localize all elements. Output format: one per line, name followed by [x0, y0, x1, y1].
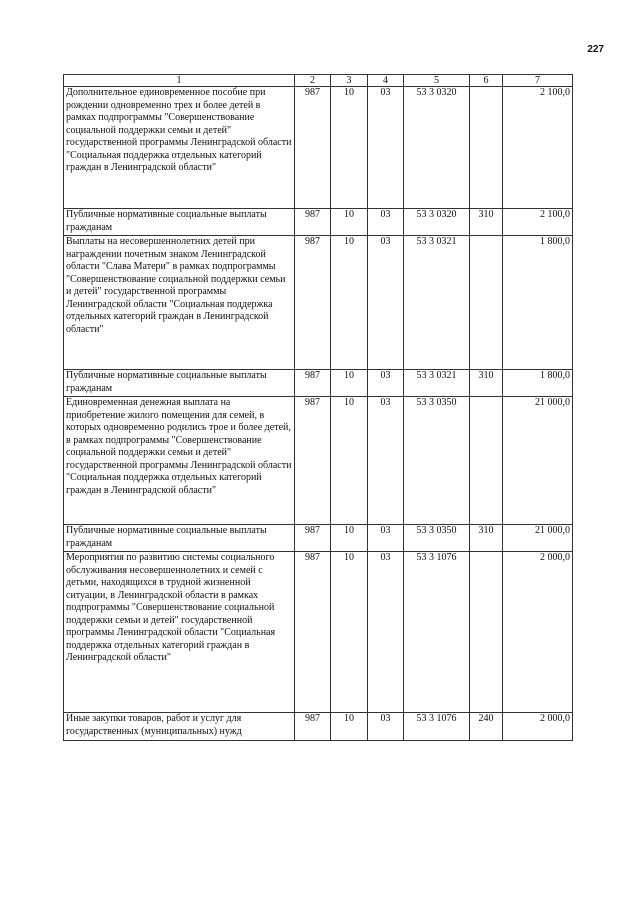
table-row: [64, 87, 573, 209]
row-target-article: 53 3 0320: [404, 87, 470, 209]
row-amount: 2 000,0: [503, 713, 573, 741]
row-subsection: 03: [368, 370, 404, 397]
row-target-article: 53 3 1076: [404, 713, 470, 741]
row-amount: 2 100,0: [503, 209, 573, 236]
row-section: 10: [331, 552, 368, 713]
budget-table: [63, 74, 573, 741]
row-subsection: 03: [368, 236, 404, 370]
header-cell: 4: [368, 75, 404, 87]
row-expense-type: 310: [470, 525, 503, 552]
row-subsection: 03: [368, 552, 404, 713]
header-cell: 1: [64, 75, 295, 87]
row-amount: 2 000,0: [503, 552, 573, 713]
row-name: Выплаты на несовершеннолетних детей при награждении почетным знаком Ленинградской области "Слава Матери" в рамках подпрограммы "Совершенствование социальной поддержки семьи и детей" государственной программы Ленинградской области "Социальная поддержка отдельных категорий граждан в Ленинградской области": [64, 236, 295, 370]
header-cell: 3: [331, 75, 368, 87]
row-ministry-code: 987: [295, 87, 331, 209]
row-subsection: 03: [368, 525, 404, 552]
page-number: 227: [587, 44, 604, 55]
row-name: Публичные нормативные социальные выплаты гражданам: [64, 209, 295, 236]
row-target-article: 53 3 1076: [404, 552, 470, 713]
row-name: Публичные нормативные социальные выплаты гражданам: [64, 370, 295, 397]
row-expense-type: 240: [470, 713, 503, 741]
row-amount: 21 000,0: [503, 397, 573, 525]
row-name: Публичные нормативные социальные выплаты гражданам: [64, 525, 295, 552]
row-ministry-code: 987: [295, 552, 331, 713]
row-section: 10: [331, 525, 368, 552]
header-row: [64, 75, 573, 87]
row-section: 10: [331, 713, 368, 741]
row-target-article: 53 3 0320: [404, 209, 470, 236]
table-row: [64, 236, 573, 370]
row-section: 10: [331, 209, 368, 236]
row-amount: 1 800,0: [503, 236, 573, 370]
row-expense-type: 310: [470, 209, 503, 236]
row-target-article: 53 3 0321: [404, 236, 470, 370]
row-ministry-code: 987: [295, 525, 331, 552]
row-section: 10: [331, 87, 368, 209]
row-expense-type: [470, 397, 503, 525]
row-subsection: 03: [368, 87, 404, 209]
row-subsection: 03: [368, 397, 404, 525]
row-section: 10: [331, 370, 368, 397]
row-section: 10: [331, 236, 368, 370]
row-ministry-code: 987: [295, 236, 331, 370]
header-cell: 7: [503, 75, 573, 87]
row-expense-type: 310: [470, 370, 503, 397]
row-subsection: 03: [368, 713, 404, 741]
row-expense-type: [470, 236, 503, 370]
table-row: [64, 370, 573, 397]
row-subsection: 03: [368, 209, 404, 236]
table-row: [64, 525, 573, 552]
header-cell: 2: [295, 75, 331, 87]
row-ministry-code: 987: [295, 713, 331, 741]
row-amount: 2 100,0: [503, 87, 573, 209]
row-target-article: 53 3 0321: [404, 370, 470, 397]
row-amount: 1 800,0: [503, 370, 573, 397]
header-cell: 5: [404, 75, 470, 87]
row-ministry-code: 987: [295, 370, 331, 397]
row-amount: 21 000,0: [503, 525, 573, 552]
row-name: Иные закупки товаров, работ и услуг для государственных (муниципальных) нужд: [64, 713, 295, 741]
table-row: [64, 209, 573, 236]
row-name: Единовременная денежная выплата на приобретение жилого помещения для семей, в которых одновременно родились трое и более детей, в рамках подпрограммы "Совершенствование социальной поддержки семьи и детей" государственной программы Ленинградской области "Социальная поддержка отдельных категорий граждан в Ленинградской области": [64, 397, 295, 525]
row-target-article: 53 3 0350: [404, 397, 470, 525]
table-row: [64, 713, 573, 741]
row-name: Мероприятия по развитию системы социального обслуживания несовершеннолетних и семей с детьми, находящихся в трудной жизненной ситуации, в Ленинградской области в рамках подпрограммы "Совершенствование социальной поддержки семьи и детей" государственной программы Ленинградской области "Социальная поддержка отдельных категорий граждан в Ленинградской области": [64, 552, 295, 713]
row-name: Дополнительное единовременное пособие при рождении одновременно трех и более детей в рамках подпрограммы "Совершенствование социальной поддержки семьи и детей" государственной программы Ленинградской области "Социальная поддержка отдельных категорий граждан в Ленинградской области": [64, 87, 295, 209]
row-section: 10: [331, 397, 368, 525]
row-target-article: 53 3 0350: [404, 525, 470, 552]
row-ministry-code: 987: [295, 397, 331, 525]
table-row: [64, 552, 573, 713]
row-ministry-code: 987: [295, 209, 331, 236]
table-row: [64, 397, 573, 525]
row-expense-type: [470, 87, 503, 209]
header-cell: 6: [470, 75, 503, 87]
row-expense-type: [470, 552, 503, 713]
